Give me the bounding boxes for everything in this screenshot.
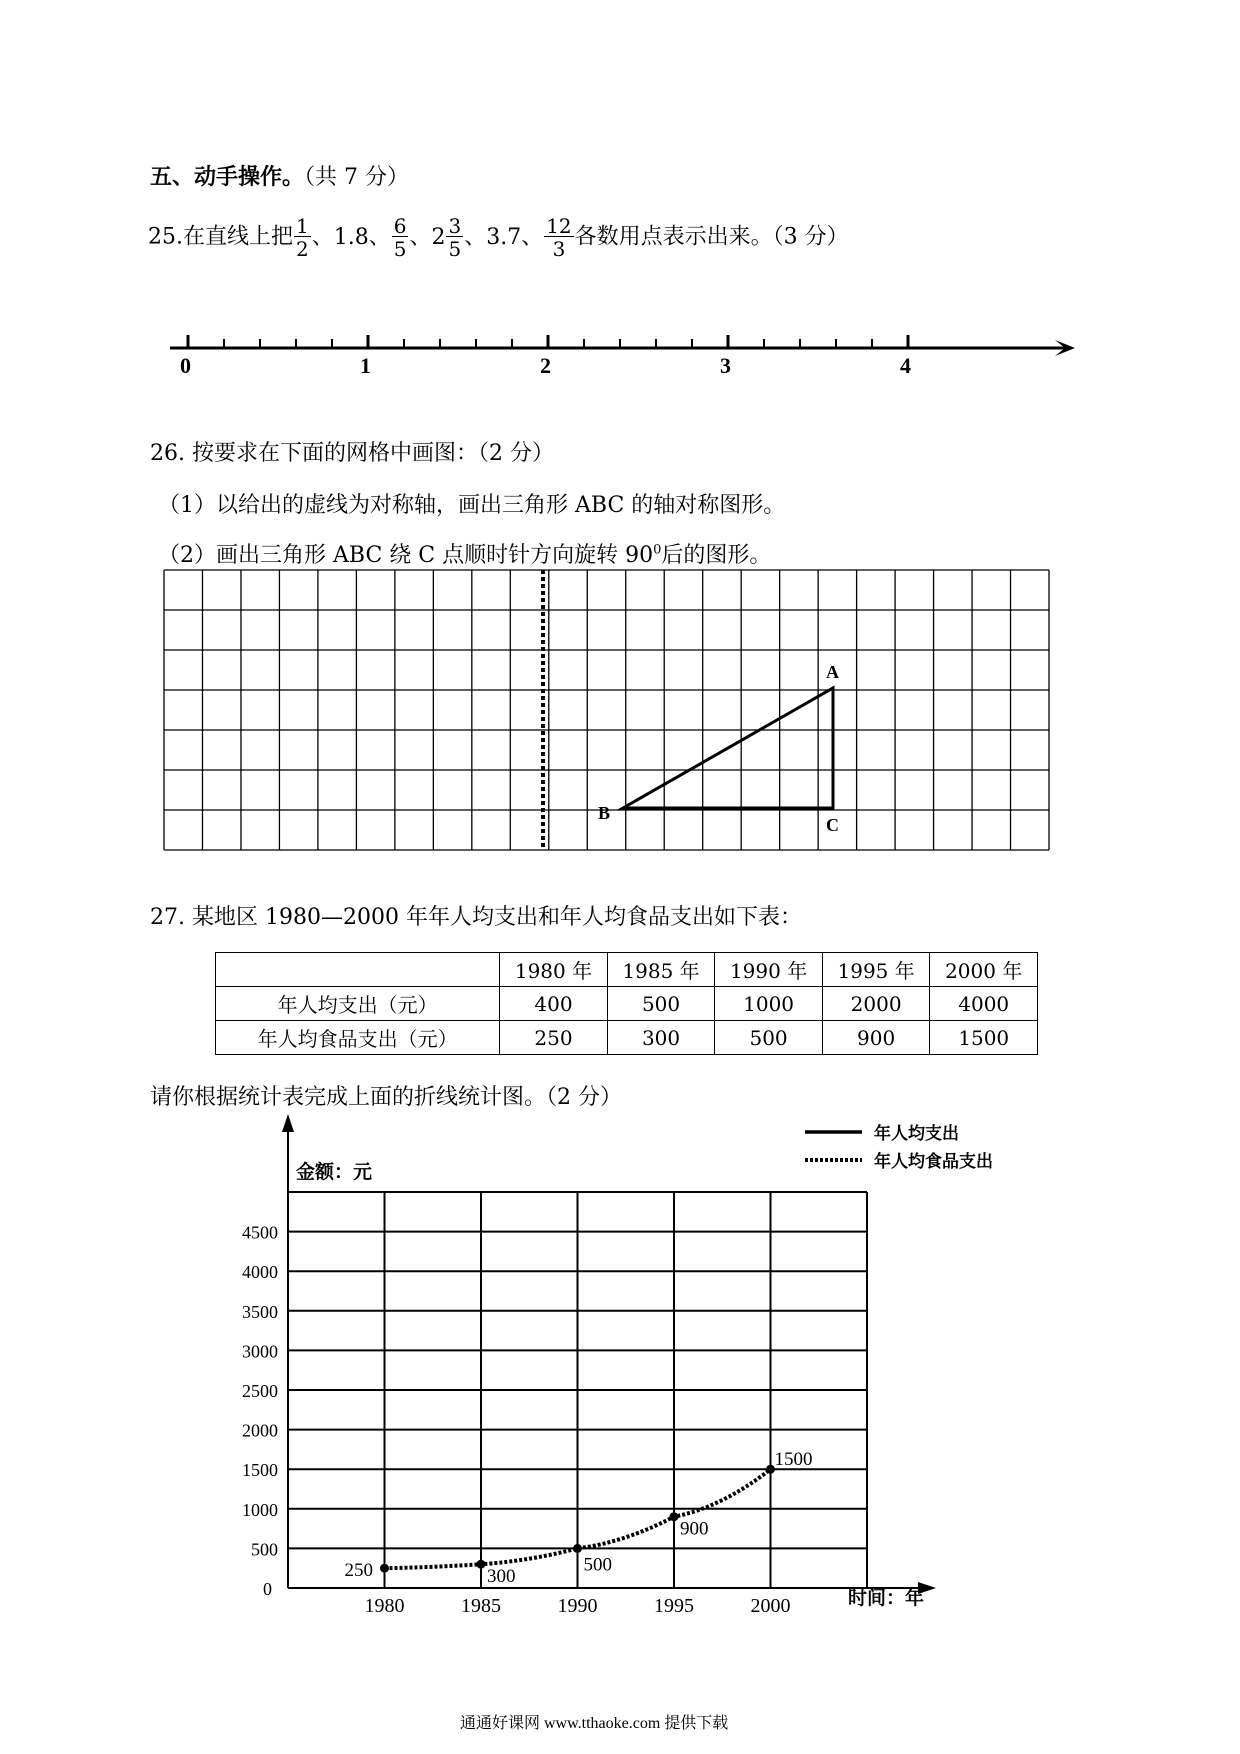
data-point [670, 1512, 679, 1521]
table-header-cell: 1985 年 [607, 953, 715, 987]
x-tick-label: 1990 [557, 1595, 598, 1617]
table-row [216, 987, 1038, 1021]
table-header-row [216, 953, 1038, 987]
x-axis-title: 时间：年 [848, 1588, 925, 1609]
x-tick-label: 1980 [364, 1595, 405, 1617]
point-c-label: C [826, 815, 839, 835]
fraction [446, 216, 463, 259]
y-tick-label: 1000 [242, 1499, 278, 1520]
data-label: 300 [487, 1566, 516, 1588]
data-point [477, 1560, 486, 1569]
point-b-label: B [598, 803, 611, 823]
footer: 通通好课网 www.tthaoke.com 提供下载 [460, 1715, 729, 1732]
number-line [160, 325, 1090, 375]
data-label: 1500 [774, 1449, 813, 1471]
table-cell: 4000 [930, 987, 1038, 1021]
data-point [573, 1544, 582, 1553]
table-header-cell: 2000 年 [930, 953, 1038, 987]
q25-suffix: 各数用点表示出来。（3 分） [574, 224, 849, 250]
table-cell: 2000 [822, 987, 930, 1021]
fraction-denominator: 3 [552, 237, 566, 261]
question-25 [148, 216, 849, 259]
legend-label-2: 年人均食品支出 [874, 1152, 993, 1171]
table-cell: 1500 [930, 1021, 1038, 1055]
fraction [294, 216, 311, 259]
table-cell: 300 [607, 1021, 715, 1055]
q25-numbers [293, 214, 575, 261]
y-axis-arrow [282, 1114, 294, 1132]
fraction-denominator: 2 [296, 237, 309, 261]
fraction [544, 216, 573, 259]
number-line-label: 0 [180, 353, 191, 375]
number-line-label: 4 [900, 353, 911, 375]
table-cell: 900 [822, 1021, 930, 1055]
table-cell: 年人均支出（元） [216, 987, 500, 1021]
section-title [150, 160, 409, 191]
data-label: 500 [583, 1554, 612, 1576]
fraction-numerator: 6 [393, 214, 407, 238]
y-tick-label: 4500 [242, 1222, 278, 1243]
table-header-cell: 1980 年 [500, 953, 608, 987]
fraction-numerator: 3 [448, 214, 462, 238]
separator-text: 、1.8、 [311, 224, 391, 250]
triangle-abc [623, 688, 833, 808]
question-26-part1: （1）以给出的虚线为对称轴，画出三角形 ABC 的轴对称图形。 [158, 493, 786, 518]
table-cell: 500 [607, 987, 715, 1021]
table-header-cell [216, 953, 500, 987]
table-cell: 1000 [715, 987, 823, 1021]
drawing-grid [160, 568, 1090, 858]
table-cell: 500 [715, 1021, 823, 1055]
legend [805, 1123, 993, 1171]
q25-prefix: 25.在直线上把 [148, 224, 293, 250]
data-label: 900 [680, 1518, 709, 1540]
table-row [216, 1021, 1038, 1055]
part2-text-a: （2）画出三角形 ABC 绕 C 点顺时针方向旋转 90 [158, 543, 654, 568]
separator-text: 、2 [409, 224, 446, 250]
line-chart [220, 1110, 1020, 1620]
separator-text: 、3.7、 [464, 224, 544, 250]
data-point [380, 1564, 389, 1573]
fraction [392, 216, 409, 259]
table-cell: 年人均食品支出（元） [216, 1021, 500, 1055]
x-tick-label: 2000 [750, 1595, 791, 1617]
x-tick-label: 1985 [461, 1595, 501, 1617]
part2-degree: 0 [653, 542, 662, 558]
y-tick-label: 4000 [242, 1262, 278, 1283]
table-cell: 400 [500, 987, 608, 1021]
section-score: （共 7 分） [304, 165, 409, 190]
point-a-label: A [826, 662, 839, 682]
table-cell: 250 [500, 1021, 608, 1055]
y-tick-label: 0 [263, 1579, 272, 1599]
section-title-text: 五、动手操作。 [150, 165, 305, 190]
y-tick-label: 500 [251, 1539, 278, 1560]
question-26-title: 26. 按要求在下面的网格中画图：（2 分） [150, 441, 554, 466]
fraction-denominator: 5 [448, 237, 462, 261]
data-label: 250 [344, 1560, 373, 1582]
y-tick-label: 3500 [242, 1301, 278, 1322]
y-tick-label: 3000 [242, 1341, 278, 1362]
y-tick-label: 1500 [242, 1460, 278, 1481]
legend-label-1: 年人均支出 [874, 1124, 959, 1143]
number-line-label: 2 [540, 353, 551, 375]
chart-instruction: 请你根据统计表完成上面的折线统计图。（2 分） [150, 1085, 622, 1110]
y-axis-title: 金额：元 [296, 1162, 373, 1183]
number-line-label: 3 [720, 353, 731, 375]
y-tick-label: 2000 [242, 1420, 278, 1441]
question-26-part2 [158, 538, 771, 569]
number-line-label: 1 [360, 353, 371, 375]
part2-text-b: 后的图形。 [661, 543, 772, 568]
table-header-cell: 1990 年 [715, 953, 823, 987]
fraction-denominator: 5 [393, 237, 407, 261]
fraction-numerator: 1 [296, 214, 309, 238]
y-tick-label: 2500 [242, 1381, 278, 1401]
table-header-cell: 1995 年 [822, 953, 930, 987]
x-tick-label: 1995 [654, 1595, 694, 1617]
question-27-title: 27. 某地区 1980—2000 年年人均支出和年人均食品支出如下表： [150, 905, 802, 930]
fraction-numerator: 12 [546, 214, 572, 238]
expenditure-table [215, 952, 1038, 1055]
